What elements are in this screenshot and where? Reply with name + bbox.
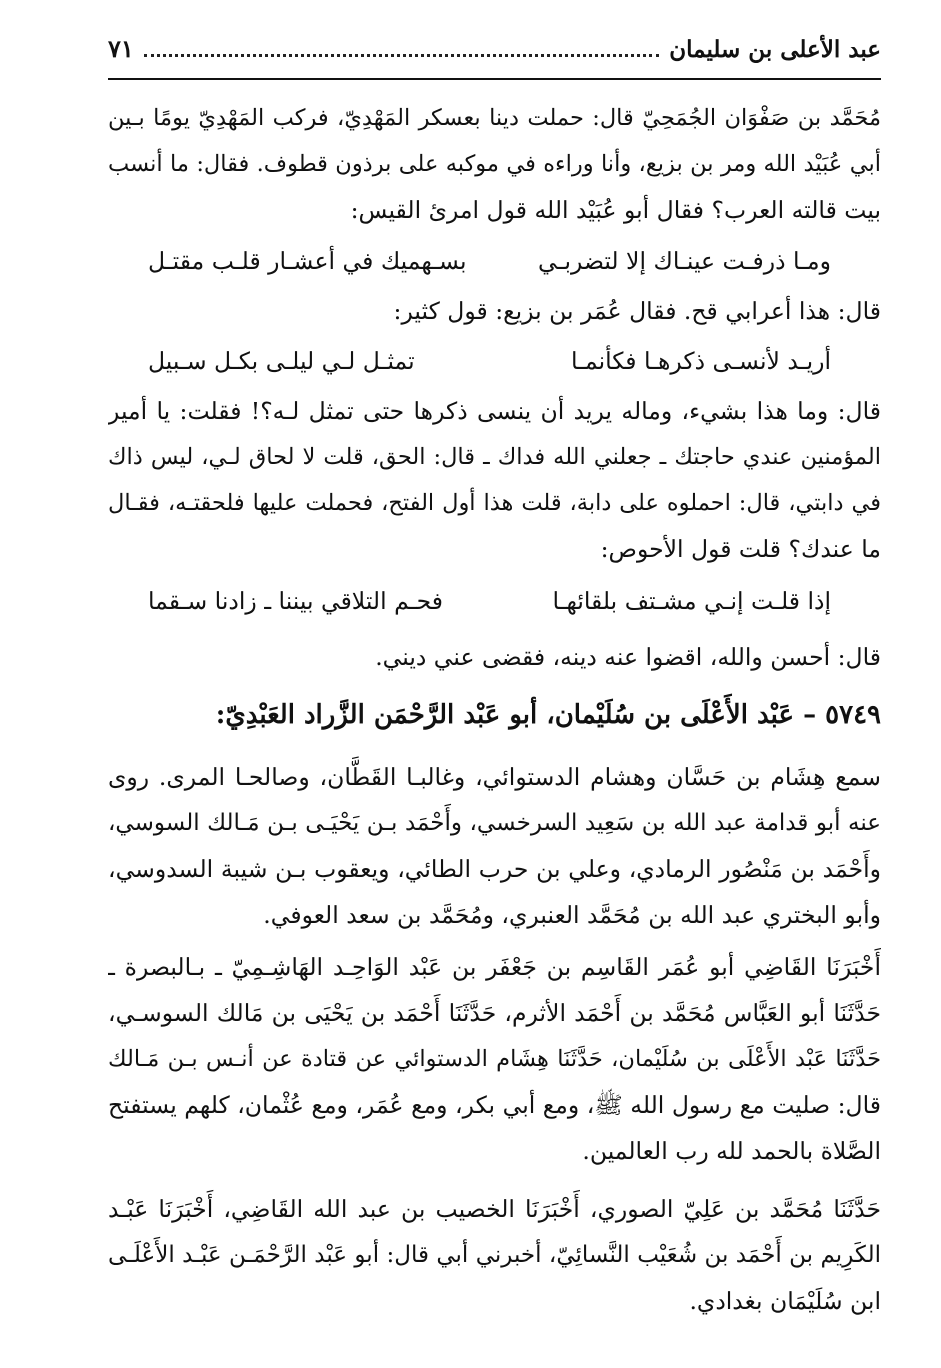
text-line: قال: وما هذا بشيء، وماله يريد أن ينسى ذكرها حتى تمثل لـه؟! فقلت: يا أمير: [108, 397, 881, 425]
text-line: قال: أحسن والله، اقضوا عنه دينه، فقضى عني ديني.: [375, 643, 881, 671]
verse-line: [148, 578, 831, 624]
entry-heading: ٥٧٤٩ – عَبْد الأَعْلَى بن سُلَيْمان، أبو عَبْد الرَّحْمَن الزَّراد العَبْدِيّ:: [215, 700, 881, 730]
text-line: وأَحْمَد بن مَنْصُور الرمادي، وعلي بن حرب الطائي، ويعقوب بـن شيبة السدوسي،: [108, 855, 881, 883]
text-line: المؤمنين عندي حاجتك ـ جعلني الله فداك ـ قال: الحق، قلت لا لحاق لـي، ليس ذاك: [108, 444, 881, 470]
text-line: أبي عُبَيْد الله ومر بن بزيع، وأنا وراءه في موكبه على برذون قطوف. فقال: ما أنسب: [108, 151, 881, 177]
verse-second-hemistich: فحـم التلاقي بيننا ـ زادنا سـقما: [148, 587, 444, 615]
text-line: وأبو البختري عبد الله بن مُحَمَّد العنبري، ومُحَمَّد بن سعد العوفي.: [263, 901, 881, 929]
text-line: مُحَمَّد بن صَفْوَان الجُمَحِيّ قال: حملت دينا بعسكر المَهْدِيّ، فركب المَهْدِيّ يومًا بـين: [108, 105, 881, 131]
running-title: عبد الأعلى بن سليمان: [669, 36, 881, 63]
text-line: حَدَّثَنَا أبو العَبَّاس مُحَمَّد بن أَحْمَد الأثرم، حَدَّثَنَا أَحْمَد بن يَحْيَى بن مَالك السوسـي،: [108, 999, 881, 1027]
text-line: بيت قالته العرب؟ فقال أبو عُبَيْد الله قول امرئ القيس:: [350, 196, 881, 224]
verse-second-hemistich: تمثـل لـي ليلـى بكـل سـبيل: [148, 347, 415, 375]
page-header: [108, 34, 881, 80]
text-line: حَدَّثَنَا مُحَمَّد بن عَلِيّ الصوري، أَخْبَرَنَا الخصيب بن عبد الله القَاضِي، أَخْبَرَنَا عَبْـد: [108, 1195, 881, 1223]
text-line: الصَّلاة بالحمد لله رب العالمين.: [582, 1137, 881, 1165]
verse-first-hemistich: ومـا ذرفـت عينـاك إلا لتضربـي: [537, 247, 831, 275]
text-line: ابن سُلَيْمَان بغدادي.: [689, 1287, 881, 1315]
verse-line: [148, 338, 831, 384]
text-line: قال: هذا أعرابي قح. فقال عُمَر بن بزيع: قول كثير:: [393, 297, 881, 325]
verse-second-hemistich: بسـهميك في أعشـار قلـب مقتـل: [148, 247, 467, 275]
text-line: قال: صليت مع رسول الله ﷺ، ومع أبي بكر، ومع عُمَر، ومع عُثْمان، كلهم يستفتح: [108, 1091, 881, 1119]
text-line: سمع هِشَام بن حَسَّان وهشام الدستوائي، وغالبـا القَطَّان، وصالحـا المرى. روى: [108, 763, 881, 791]
verse-first-hemistich: إذا قلـت إنـي مشـتف بلقائهـا: [552, 587, 831, 615]
text-line: عنه أبو قدامة عبد الله بن سَعِيد السرخسي، وأَحْمَد بـن يَحْيَـى بـن مَـالك السوسي،: [108, 810, 881, 836]
text-line: حَدَّثَنَا عَبْد الأَعْلَى بن سُلَيْمان، حَدَّثَنَا هِشَام الدستوائي عن قتادة عن أنـس بـن مَـالك: [108, 1046, 881, 1072]
text-line: أَخْبَرَنَا القَاضِي أبو عُمَر القَاسِم بن جَعْفَر بن عَبْد الوَاحِـد الهَاشِـمِيّ ـ بـالبصرة ـ: [108, 953, 881, 981]
header-dotted-leader: [144, 53, 660, 57]
page-number: ٧١: [108, 34, 134, 63]
verse-line: [148, 238, 831, 284]
text-line: في دابتي، قال: احملوه على دابة، قلت هذا أول الفتح، فحملت عليها فلحقتـه، فقـال: [108, 490, 881, 516]
verse-first-hemistich: أريـد لأنسـى ذكرهـا فكأنمـا: [570, 347, 831, 375]
text-line: الكَرِيم بن أَحْمَد بن شُعَيْب النَّسائِيّ، أخبرني أبي قال: أبو عَبْد الرَّحْمَـن عَبْـد الأَعْلَـى: [108, 1242, 881, 1268]
text-line: ما عندك؟ قلت قول الأحوص:: [600, 535, 881, 563]
